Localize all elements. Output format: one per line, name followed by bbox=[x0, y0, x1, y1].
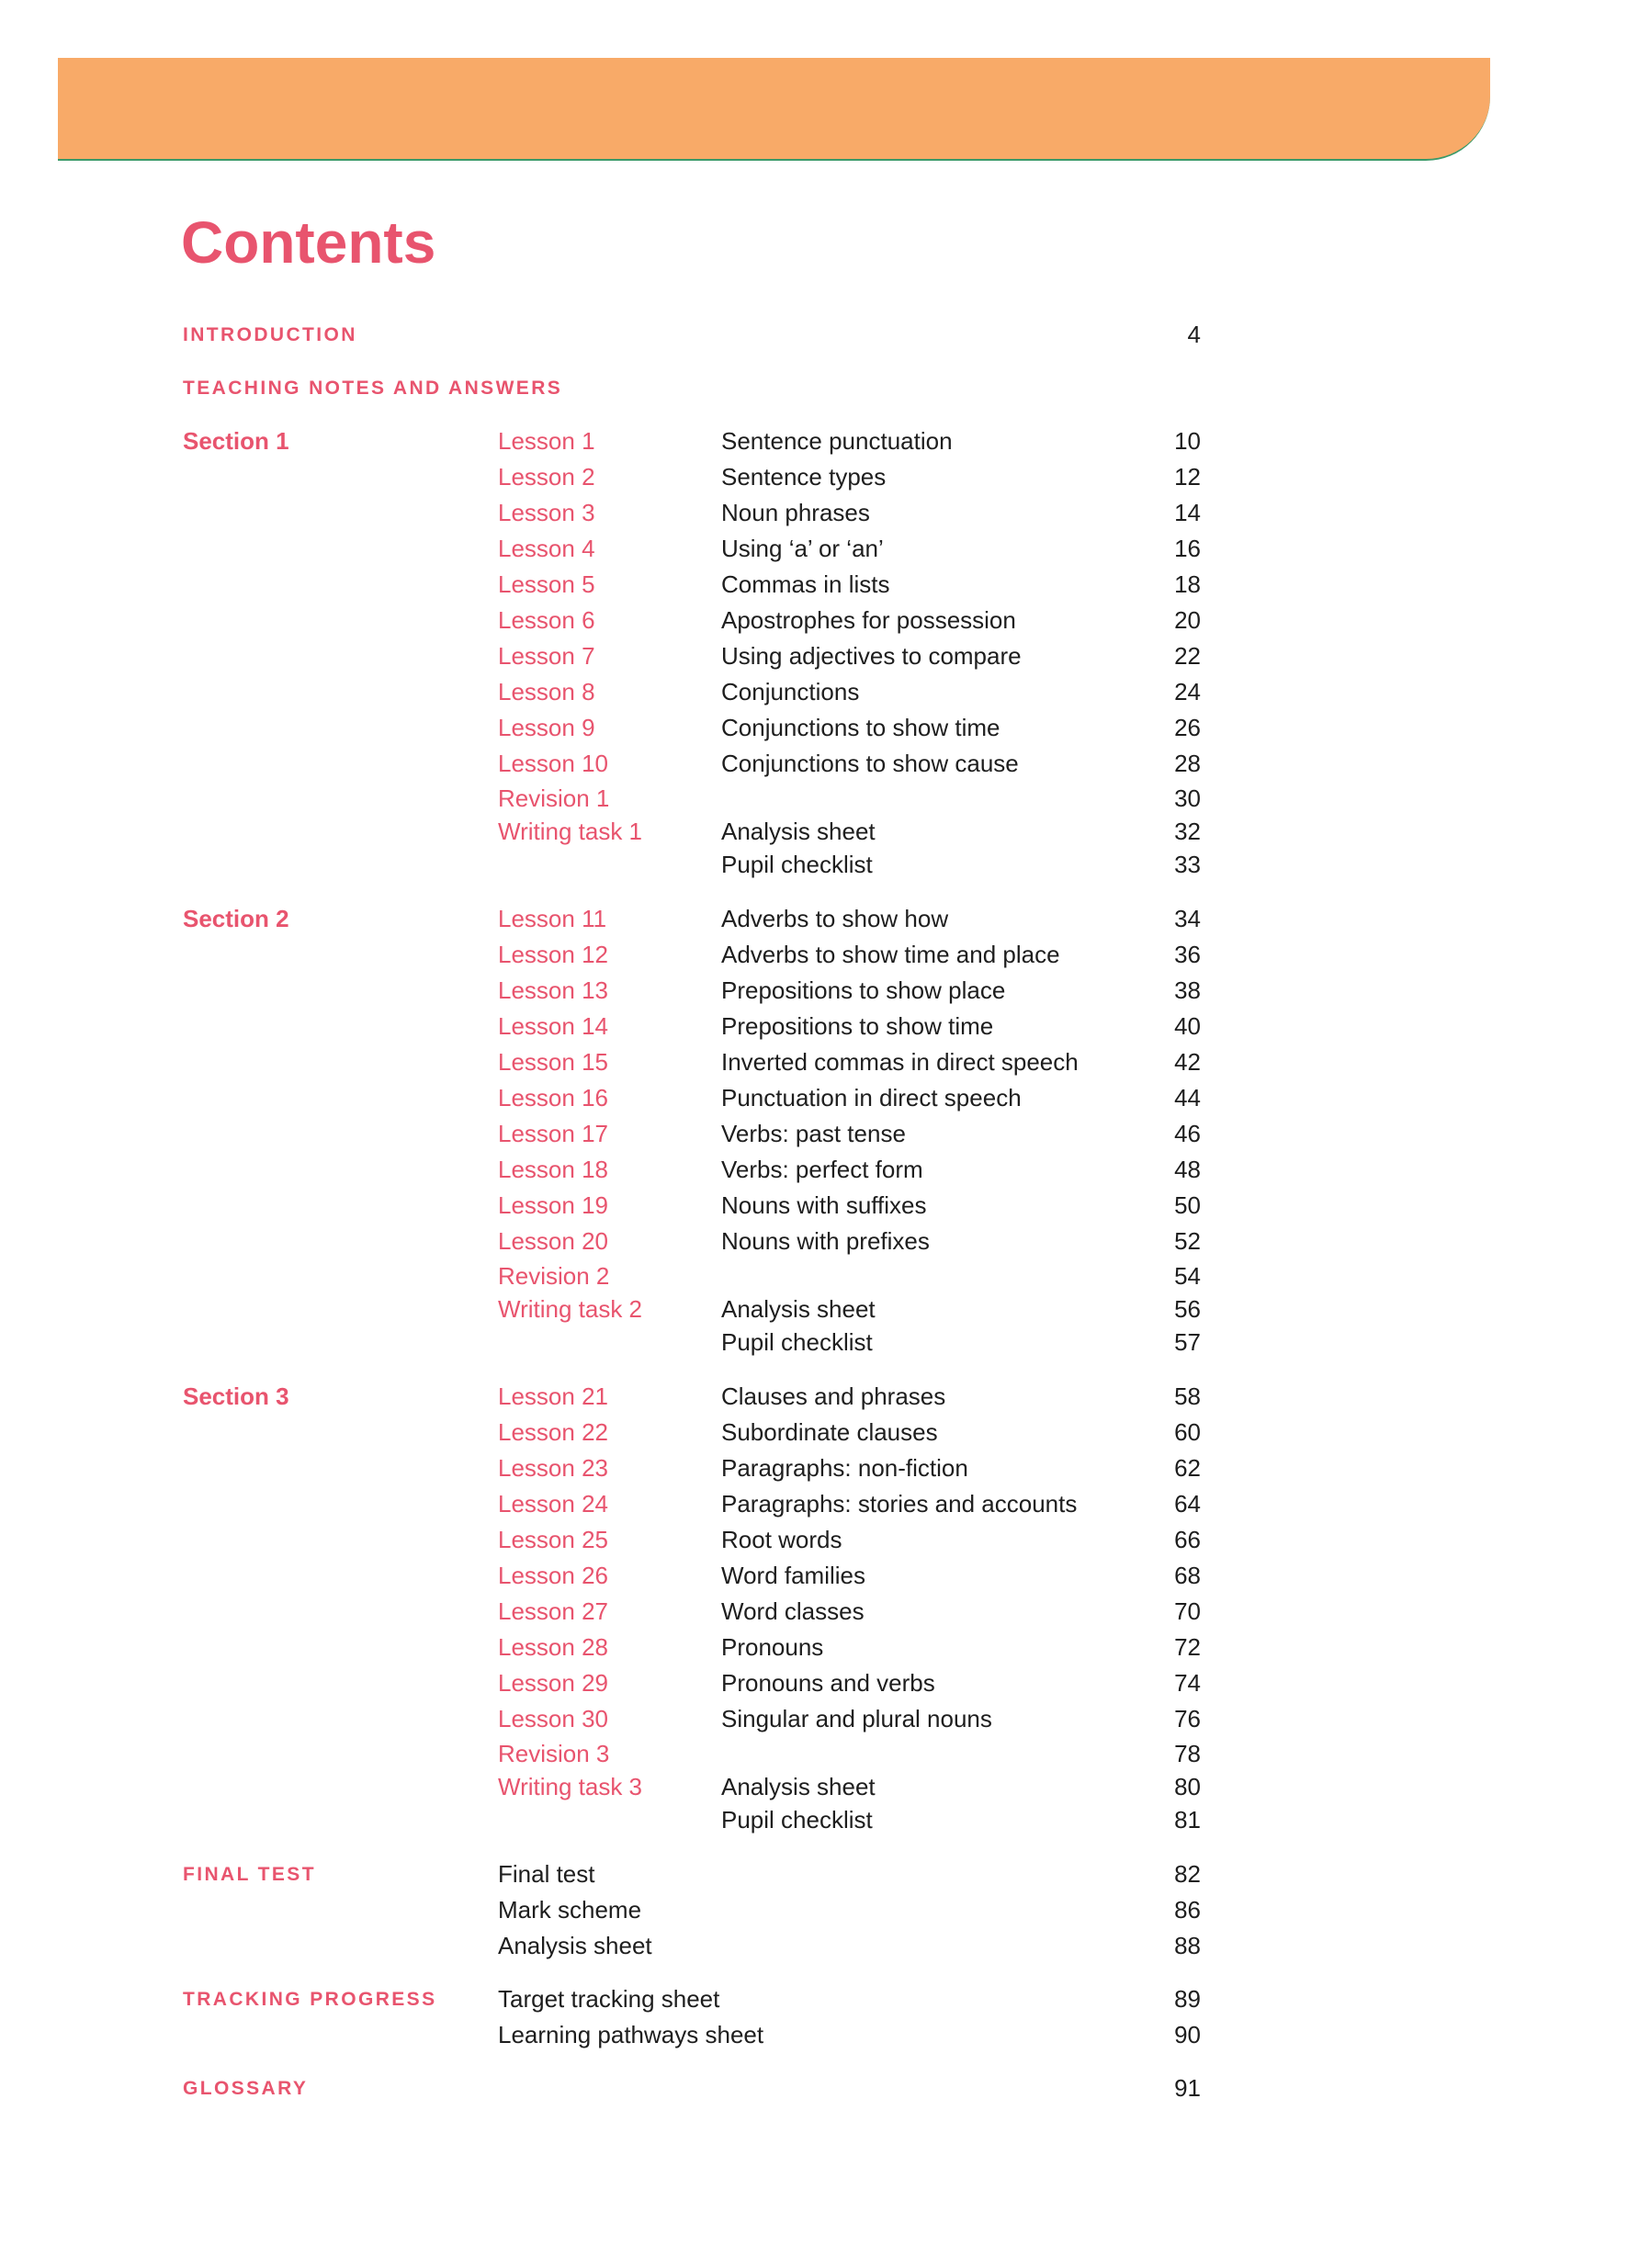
topic-label: Adverbs to show how bbox=[721, 905, 949, 932]
page-number: 20 bbox=[1174, 606, 1201, 634]
topic-label: Nouns with prefixes bbox=[721, 1227, 930, 1255]
topic-label: Inverted commas in direct speech bbox=[721, 1048, 1079, 1076]
toc-entry[interactable] bbox=[183, 567, 1201, 603]
toc-entry[interactable] bbox=[183, 495, 1201, 531]
page-number: 4 bbox=[1187, 321, 1201, 348]
page-number: 12 bbox=[1174, 463, 1201, 491]
toc-entry[interactable] bbox=[183, 603, 1201, 638]
page-number: 72 bbox=[1174, 1633, 1201, 1661]
toc-heading-teaching-notes bbox=[183, 370, 1201, 406]
toc-entry[interactable] bbox=[183, 459, 1201, 495]
toc-entry[interactable] bbox=[183, 782, 1201, 815]
toc-entry[interactable] bbox=[183, 710, 1201, 746]
section-label: Section 3 bbox=[183, 1382, 289, 1410]
toc-entry[interactable] bbox=[183, 901, 1201, 937]
toc-entry[interactable] bbox=[183, 2017, 1201, 2053]
lesson-label: Lesson 18 bbox=[498, 1156, 608, 1183]
section-label: Section 1 bbox=[183, 427, 289, 455]
toc-entry[interactable] bbox=[183, 1116, 1201, 1152]
page-title: Contents bbox=[181, 209, 436, 276]
entry-label: GLOSSARY bbox=[183, 2078, 309, 2099]
toc-entry[interactable] bbox=[183, 1594, 1201, 1630]
toc-entry[interactable] bbox=[183, 1486, 1201, 1522]
page-number: 18 bbox=[1174, 570, 1201, 598]
toc-entry[interactable] bbox=[183, 1292, 1201, 1326]
topic-label: Verbs: past tense bbox=[721, 1120, 906, 1147]
topic-label: Sentence types bbox=[721, 463, 887, 491]
page-number: 74 bbox=[1174, 1669, 1201, 1697]
topic-label: Target tracking sheet bbox=[498, 1985, 720, 2013]
page-number: 82 bbox=[1174, 1860, 1201, 1888]
toc-entry[interactable] bbox=[183, 1558, 1201, 1594]
lesson-label: Lesson 16 bbox=[498, 1084, 608, 1111]
lesson-label: Lesson 29 bbox=[498, 1669, 608, 1697]
toc-entry[interactable] bbox=[183, 1856, 1201, 1892]
page-number: 78 bbox=[1174, 1740, 1201, 1767]
lesson-label: Lesson 1 bbox=[498, 427, 595, 455]
topic-label: Adverbs to show time and place bbox=[721, 941, 1060, 968]
page-number: 46 bbox=[1174, 1120, 1201, 1147]
lesson-label: Lesson 11 bbox=[498, 905, 607, 932]
section-label: Section 2 bbox=[183, 905, 289, 932]
lesson-label: Revision 1 bbox=[498, 784, 610, 812]
topic-label: Analysis sheet bbox=[721, 1295, 876, 1323]
toc-entry[interactable] bbox=[183, 423, 1201, 459]
lesson-label: Lesson 22 bbox=[498, 1418, 608, 1446]
toc-entry[interactable] bbox=[183, 848, 1201, 881]
topic-label: Conjunctions to show cause bbox=[721, 750, 1019, 777]
lesson-label bbox=[498, 848, 721, 881]
lesson-label: Lesson 6 bbox=[498, 606, 595, 634]
lesson-label: Lesson 9 bbox=[498, 714, 595, 741]
toc-entry[interactable] bbox=[183, 674, 1201, 710]
page-number: 26 bbox=[1174, 714, 1201, 741]
toc-entry[interactable] bbox=[183, 531, 1201, 567]
toc-entry[interactable] bbox=[183, 638, 1201, 674]
toc-entry[interactable] bbox=[183, 815, 1201, 848]
page-number: 28 bbox=[1174, 750, 1201, 777]
lesson-label bbox=[498, 1326, 721, 1359]
page-number: 90 bbox=[1174, 2021, 1201, 2048]
page-number: 57 bbox=[1174, 1328, 1201, 1356]
lesson-label: Lesson 8 bbox=[498, 678, 595, 705]
toc-entry[interactable] bbox=[183, 1224, 1201, 1259]
topic-label: Punctuation in direct speech bbox=[721, 1084, 1022, 1111]
page-number: 24 bbox=[1174, 678, 1201, 705]
page-number: 16 bbox=[1174, 535, 1201, 562]
toc-entry[interactable] bbox=[183, 1665, 1201, 1701]
toc-entry[interactable] bbox=[183, 1981, 1201, 2017]
toc-entry[interactable] bbox=[183, 746, 1201, 782]
page-number: 34 bbox=[1174, 905, 1201, 932]
lesson-label: Lesson 10 bbox=[498, 750, 608, 777]
toc-entry[interactable] bbox=[183, 1188, 1201, 1224]
topic-label: Analysis sheet bbox=[498, 1932, 652, 1959]
page-number: 10 bbox=[1174, 427, 1201, 455]
toc-entry[interactable] bbox=[183, 1326, 1201, 1359]
toc-entry[interactable] bbox=[183, 1044, 1201, 1080]
page-number: 38 bbox=[1174, 976, 1201, 1004]
heading-label: TEACHING NOTES AND ANSWERS bbox=[183, 378, 563, 399]
page-number: 86 bbox=[1174, 1896, 1201, 1924]
lesson-label: Revision 2 bbox=[498, 1262, 610, 1290]
topic-label: Analysis sheet bbox=[721, 818, 876, 845]
page-number: 30 bbox=[1174, 784, 1201, 812]
page-number: 50 bbox=[1174, 1191, 1201, 1219]
topic-label bbox=[721, 1259, 1127, 1292]
page-number: 62 bbox=[1174, 1454, 1201, 1482]
toc-entry[interactable] bbox=[183, 1080, 1201, 1116]
toc-entry[interactable] bbox=[183, 1379, 1201, 1415]
page-number: 56 bbox=[1174, 1295, 1201, 1323]
lesson-label: Lesson 13 bbox=[498, 976, 608, 1004]
lesson-label: Revision 3 bbox=[498, 1740, 610, 1767]
toc-entry-introduction[interactable] bbox=[183, 317, 1201, 353]
topic-label: Prepositions to show time bbox=[721, 1012, 994, 1040]
lesson-label: Lesson 27 bbox=[498, 1597, 608, 1625]
toc-entry[interactable] bbox=[183, 1450, 1201, 1486]
page-number: 91 bbox=[1174, 2074, 1201, 2102]
page-number: 33 bbox=[1174, 851, 1201, 878]
topic-label: Sentence punctuation bbox=[721, 427, 953, 455]
toc-entry[interactable] bbox=[183, 1928, 1201, 1964]
topic-label: Paragraphs: stories and accounts bbox=[721, 1490, 1078, 1518]
lesson-label: Lesson 14 bbox=[498, 1012, 608, 1040]
topic-label: Conjunctions bbox=[721, 678, 860, 705]
page-number: 22 bbox=[1174, 642, 1201, 670]
lesson-label: Lesson 2 bbox=[498, 463, 595, 491]
topic-label: Pupil checklist bbox=[721, 851, 873, 878]
page-number: 68 bbox=[1174, 1562, 1201, 1589]
toc-entry[interactable] bbox=[183, 1259, 1201, 1292]
topic-label: Prepositions to show place bbox=[721, 976, 1006, 1004]
toc-entry-glossary[interactable] bbox=[183, 2071, 1201, 2106]
group-label: FINAL TEST bbox=[183, 1864, 316, 1885]
topic-label bbox=[721, 782, 1127, 815]
page-number: 54 bbox=[1174, 1262, 1201, 1290]
toc-entry[interactable] bbox=[183, 1415, 1201, 1450]
topic-label: Learning pathways sheet bbox=[498, 2021, 764, 2048]
topic-label: Pronouns and verbs bbox=[721, 1669, 935, 1697]
page-number: 58 bbox=[1174, 1382, 1201, 1410]
topic-label: Pronouns bbox=[721, 1633, 824, 1661]
topic-label: Word classes bbox=[721, 1597, 865, 1625]
toc-entry[interactable] bbox=[183, 1630, 1201, 1665]
page-number: 66 bbox=[1174, 1526, 1201, 1553]
lesson-label: Lesson 12 bbox=[498, 941, 608, 968]
page-number: 88 bbox=[1174, 1932, 1201, 1959]
table-of-contents bbox=[183, 317, 1201, 2106]
toc-entry[interactable] bbox=[183, 1152, 1201, 1188]
lesson-label: Lesson 28 bbox=[498, 1633, 608, 1661]
header-banner bbox=[58, 58, 1490, 161]
topic-label: Noun phrases bbox=[721, 499, 870, 526]
entry-label: INTRODUCTION bbox=[183, 324, 357, 345]
topic-label: Pupil checklist bbox=[721, 1806, 873, 1834]
topic-label: Paragraphs: non-fiction bbox=[721, 1454, 968, 1482]
topic-label: Analysis sheet bbox=[721, 1773, 876, 1800]
lesson-label: Lesson 3 bbox=[498, 499, 595, 526]
lesson-label: Lesson 5 bbox=[498, 570, 595, 598]
topic-label bbox=[721, 1737, 1127, 1770]
page-number: 81 bbox=[1174, 1806, 1201, 1834]
lesson-label: Lesson 30 bbox=[498, 1705, 608, 1732]
page-number: 44 bbox=[1174, 1084, 1201, 1111]
page-number: 40 bbox=[1174, 1012, 1201, 1040]
topic-label: Word families bbox=[721, 1562, 866, 1589]
topic-label: Final test bbox=[498, 1860, 595, 1888]
topic-label: Commas in lists bbox=[721, 570, 890, 598]
lesson-label: Lesson 20 bbox=[498, 1227, 608, 1255]
topic-label: Apostrophes for possession bbox=[721, 606, 1016, 634]
topic-label: Using ‘a’ or ‘an’ bbox=[721, 535, 884, 562]
toc-entry[interactable] bbox=[183, 1803, 1201, 1836]
page-number: 76 bbox=[1174, 1705, 1201, 1732]
page-number: 64 bbox=[1174, 1490, 1201, 1518]
lesson-label: Lesson 25 bbox=[498, 1526, 608, 1553]
topic-label: Pupil checklist bbox=[721, 1328, 873, 1356]
lesson-label: Lesson 7 bbox=[498, 642, 595, 670]
topic-label: Conjunctions to show time bbox=[721, 714, 1000, 741]
page-number: 89 bbox=[1174, 1985, 1201, 2013]
topic-label: Nouns with suffixes bbox=[721, 1191, 927, 1219]
toc-entry[interactable] bbox=[183, 1892, 1201, 1928]
toc-entry[interactable] bbox=[183, 1737, 1201, 1770]
page-number: 80 bbox=[1174, 1773, 1201, 1800]
page-number: 60 bbox=[1174, 1418, 1201, 1446]
topic-label: Clauses and phrases bbox=[721, 1382, 946, 1410]
lesson-label: Lesson 24 bbox=[498, 1490, 608, 1518]
lesson-label: Lesson 23 bbox=[498, 1454, 608, 1482]
toc-entry[interactable] bbox=[183, 1770, 1201, 1803]
topic-label: Verbs: perfect form bbox=[721, 1156, 923, 1183]
toc-entry[interactable] bbox=[183, 937, 1201, 973]
toc-entry[interactable] bbox=[183, 1522, 1201, 1558]
topic-label: Mark scheme bbox=[498, 1896, 642, 1924]
lesson-label: Lesson 19 bbox=[498, 1191, 608, 1219]
page-number: 52 bbox=[1174, 1227, 1201, 1255]
lesson-label bbox=[498, 1803, 721, 1836]
lesson-label: Lesson 21 bbox=[498, 1382, 608, 1410]
toc-entry[interactable] bbox=[183, 1701, 1201, 1737]
page-number: 36 bbox=[1174, 941, 1201, 968]
lesson-label: Lesson 4 bbox=[498, 535, 595, 562]
toc-entry[interactable] bbox=[183, 1009, 1201, 1044]
topic-label: Subordinate clauses bbox=[721, 1418, 938, 1446]
lesson-label: Writing task 2 bbox=[498, 1295, 643, 1323]
topic-label: Root words bbox=[721, 1526, 842, 1553]
page-number: 42 bbox=[1174, 1048, 1201, 1076]
lesson-label: Writing task 1 bbox=[498, 818, 643, 845]
lesson-label: Lesson 26 bbox=[498, 1562, 608, 1589]
lesson-label: Lesson 15 bbox=[498, 1048, 608, 1076]
lesson-label: Writing task 3 bbox=[498, 1773, 643, 1800]
toc-entry[interactable] bbox=[183, 973, 1201, 1009]
page-number: 14 bbox=[1174, 499, 1201, 526]
lesson-label: Lesson 17 bbox=[498, 1120, 608, 1147]
page-number: 48 bbox=[1174, 1156, 1201, 1183]
topic-label: Using adjectives to compare bbox=[721, 642, 1022, 670]
page-number: 32 bbox=[1174, 818, 1201, 845]
group-label: TRACKING PROGRESS bbox=[183, 1989, 437, 2010]
page-number: 70 bbox=[1174, 1597, 1201, 1625]
topic-label: Singular and plural nouns bbox=[721, 1705, 992, 1732]
